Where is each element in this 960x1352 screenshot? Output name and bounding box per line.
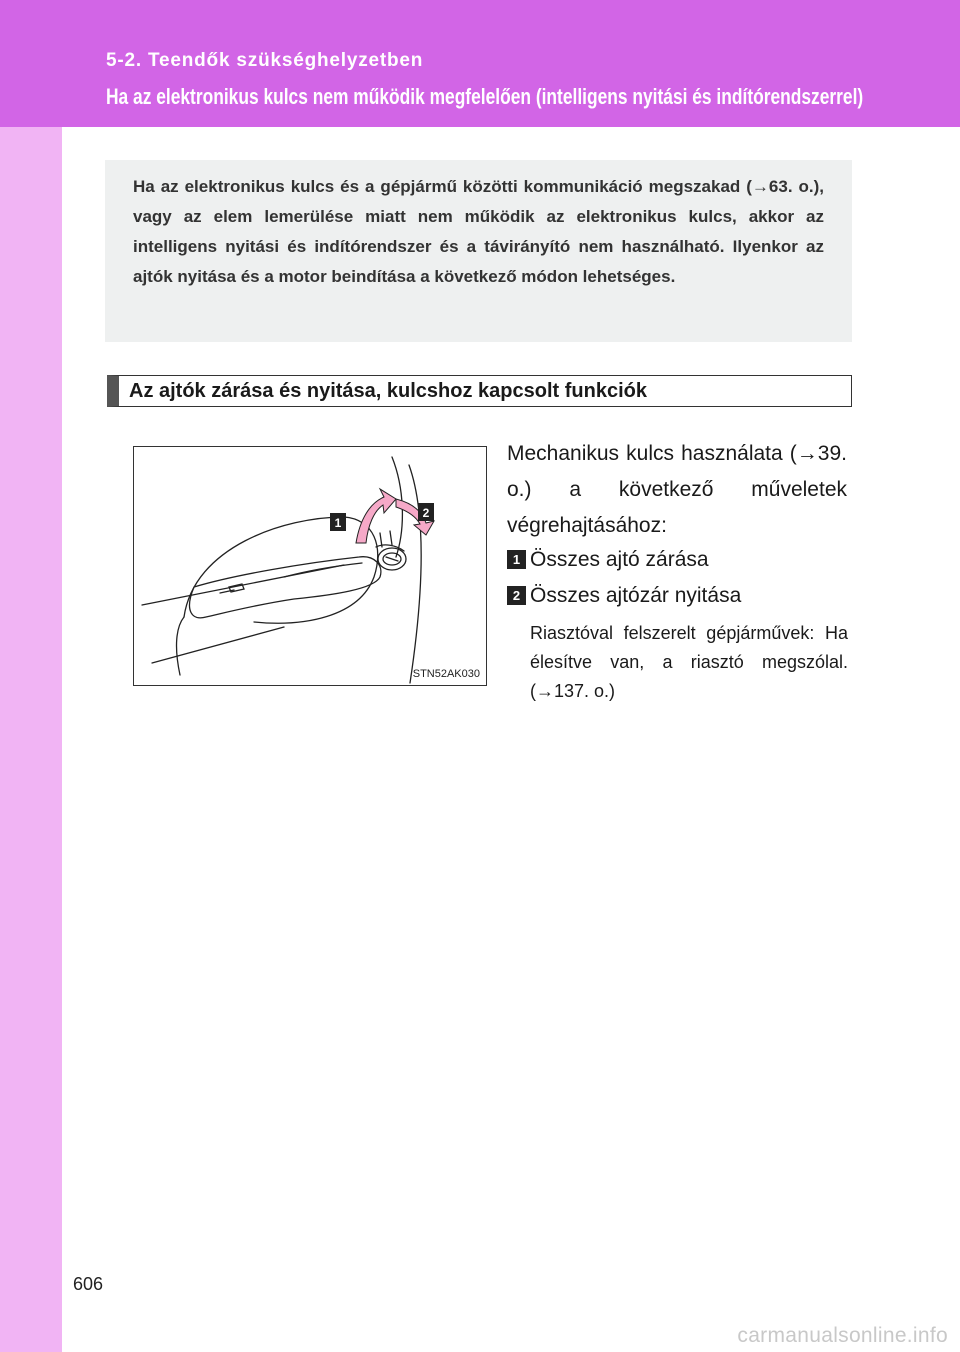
sub-heading: Az ajtók zárása és nyitása, kulcshoz kapcsolt funkciók <box>107 375 852 407</box>
step-text: Összes ajtózár nyitása <box>530 584 742 607</box>
body-text: Mechanikus kulcs használata (→39. o.) a következő műveletek végrehajtásához: <box>507 442 847 537</box>
step-lock-all <box>507 542 709 578</box>
alarm-note: Riasztóval felszerelt gépjárművek: Ha élesítve van, a riasztó megszólal. (→137. o.) <box>530 623 848 701</box>
side-color-strip <box>0 0 62 1352</box>
figure-label-1: 1 <box>334 516 342 530</box>
figure-label-2: 2 <box>422 506 430 520</box>
door-handle-figure <box>133 446 487 686</box>
section-title: Ha az elektronikus kulcs nem működik megfelelően (intelligens nyitási és indítórendszerrel) <box>106 84 864 109</box>
step-number-badge: 2 <box>507 586 526 605</box>
watermark: carmanualsonline.info <box>737 1324 948 1347</box>
page-header <box>0 0 960 127</box>
door-handle-illustration <box>134 447 486 685</box>
figure-code: STN52AK030 <box>412 668 480 680</box>
intro-box <box>105 160 852 342</box>
step-text: Összes ajtó zárása <box>530 548 709 571</box>
step-number-badge: 1 <box>507 550 526 569</box>
step-unlock-all <box>507 578 741 614</box>
section-label: 5-2. Teendők szükséghelyzetben <box>106 50 424 71</box>
page-number: 606 <box>73 1274 104 1294</box>
intro-text: Ha az elektronikus kulcs és a gépjármű közötti kommunikáció megszakad (→63. o.), vagy az elem lemerülése miatt nem működik az elektronikus kulcs, akkor az intelligens nyitási és indítórendszer és a távirányító nem használható. Ilyenkor az ajtók nyitása és a motor beindítása a következő módon lehetséges. <box>133 177 824 286</box>
